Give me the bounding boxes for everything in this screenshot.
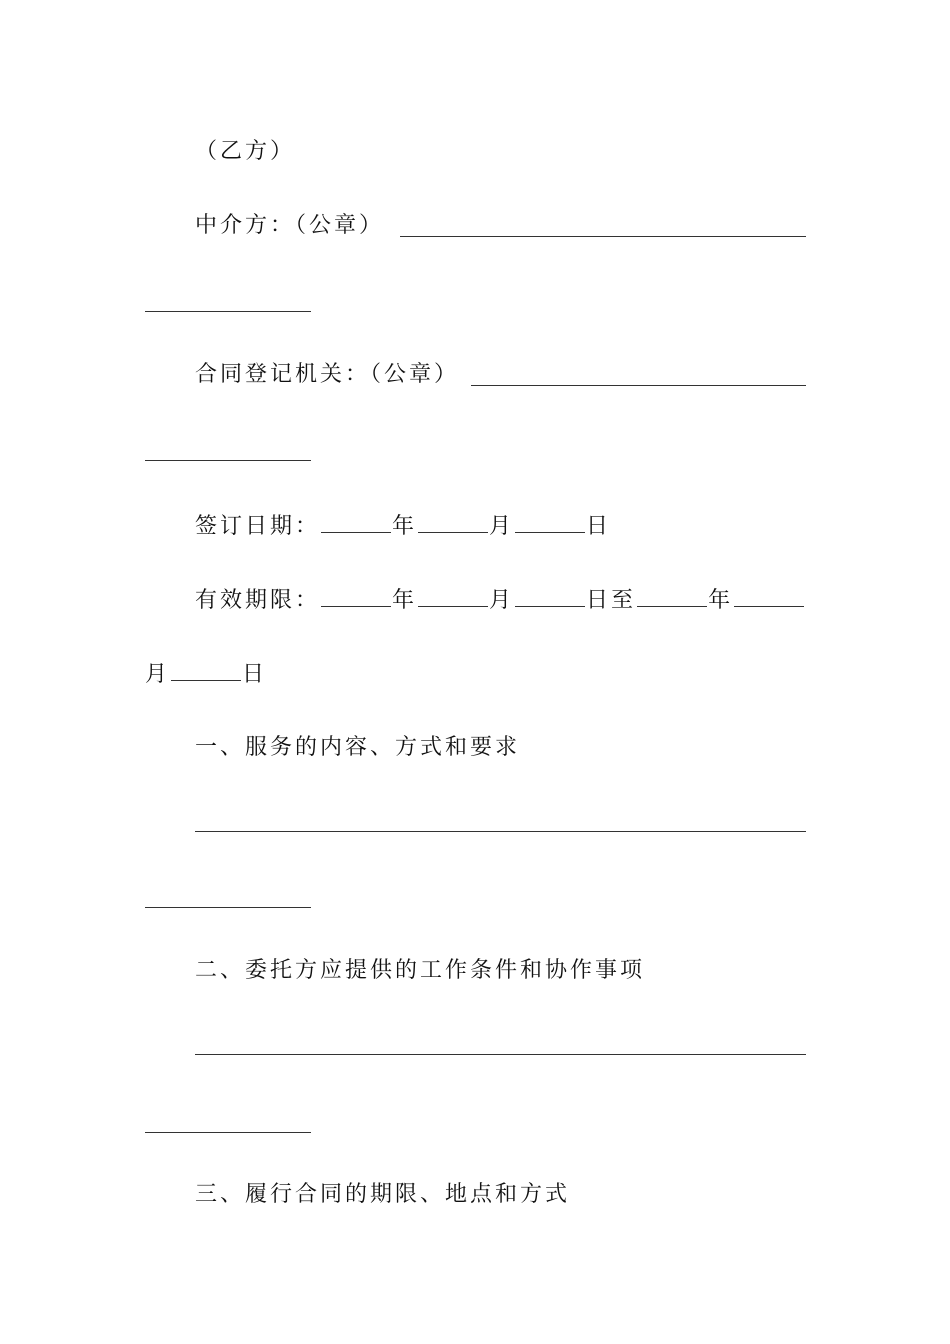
party-b-label: （乙方） [195,139,296,164]
section-1-blank-line [195,831,806,832]
section-1-heading: 一、服务的内容、方式和要求 [195,735,521,760]
end-month-blank [734,584,804,607]
year-unit: 年 [392,514,418,539]
intermediary-label: 中介方：（公章） [195,213,385,238]
end-day-blank [171,658,241,681]
start-year-unit: 年 [392,588,418,613]
start-day-to: 日至 [586,588,637,613]
registry-blank-line-continued [145,460,311,461]
intermediary-blank-line-continued [145,311,311,312]
valid-period-row [195,584,805,616]
section-2-blank-line-continued [145,1132,311,1133]
sign-date-row [195,510,611,542]
end-day-unit: 日 [242,662,268,687]
section-3-heading: 三、履行合同的期限、地点和方式 [195,1182,571,1207]
sign-date-label: 签订日期： [195,514,321,539]
end-year-blank [637,584,707,607]
start-month-blank [418,584,488,607]
month-blank [418,510,488,533]
registry-blank-line [471,385,806,386]
end-year-unit: 年 [708,588,734,613]
section-2-blank-line [195,1054,806,1055]
valid-period-label: 有效期限： [195,588,321,613]
section-2-heading: 二、委托方应提供的工作条件和协作事项 [195,958,646,983]
month-unit: 月 [489,514,515,539]
start-day-blank [515,584,585,607]
start-month-unit: 月 [489,588,515,613]
day-blank [515,510,585,533]
registry-label: 合同登记机关：（公章） [195,362,460,387]
end-month-unit: 月 [145,662,171,687]
section-1-blank-line-continued [145,907,311,908]
valid-period-row-continued [145,658,267,690]
start-year-blank [321,584,391,607]
year-blank [321,510,391,533]
day-unit: 日 [586,514,612,539]
intermediary-blank-line [400,236,806,237]
